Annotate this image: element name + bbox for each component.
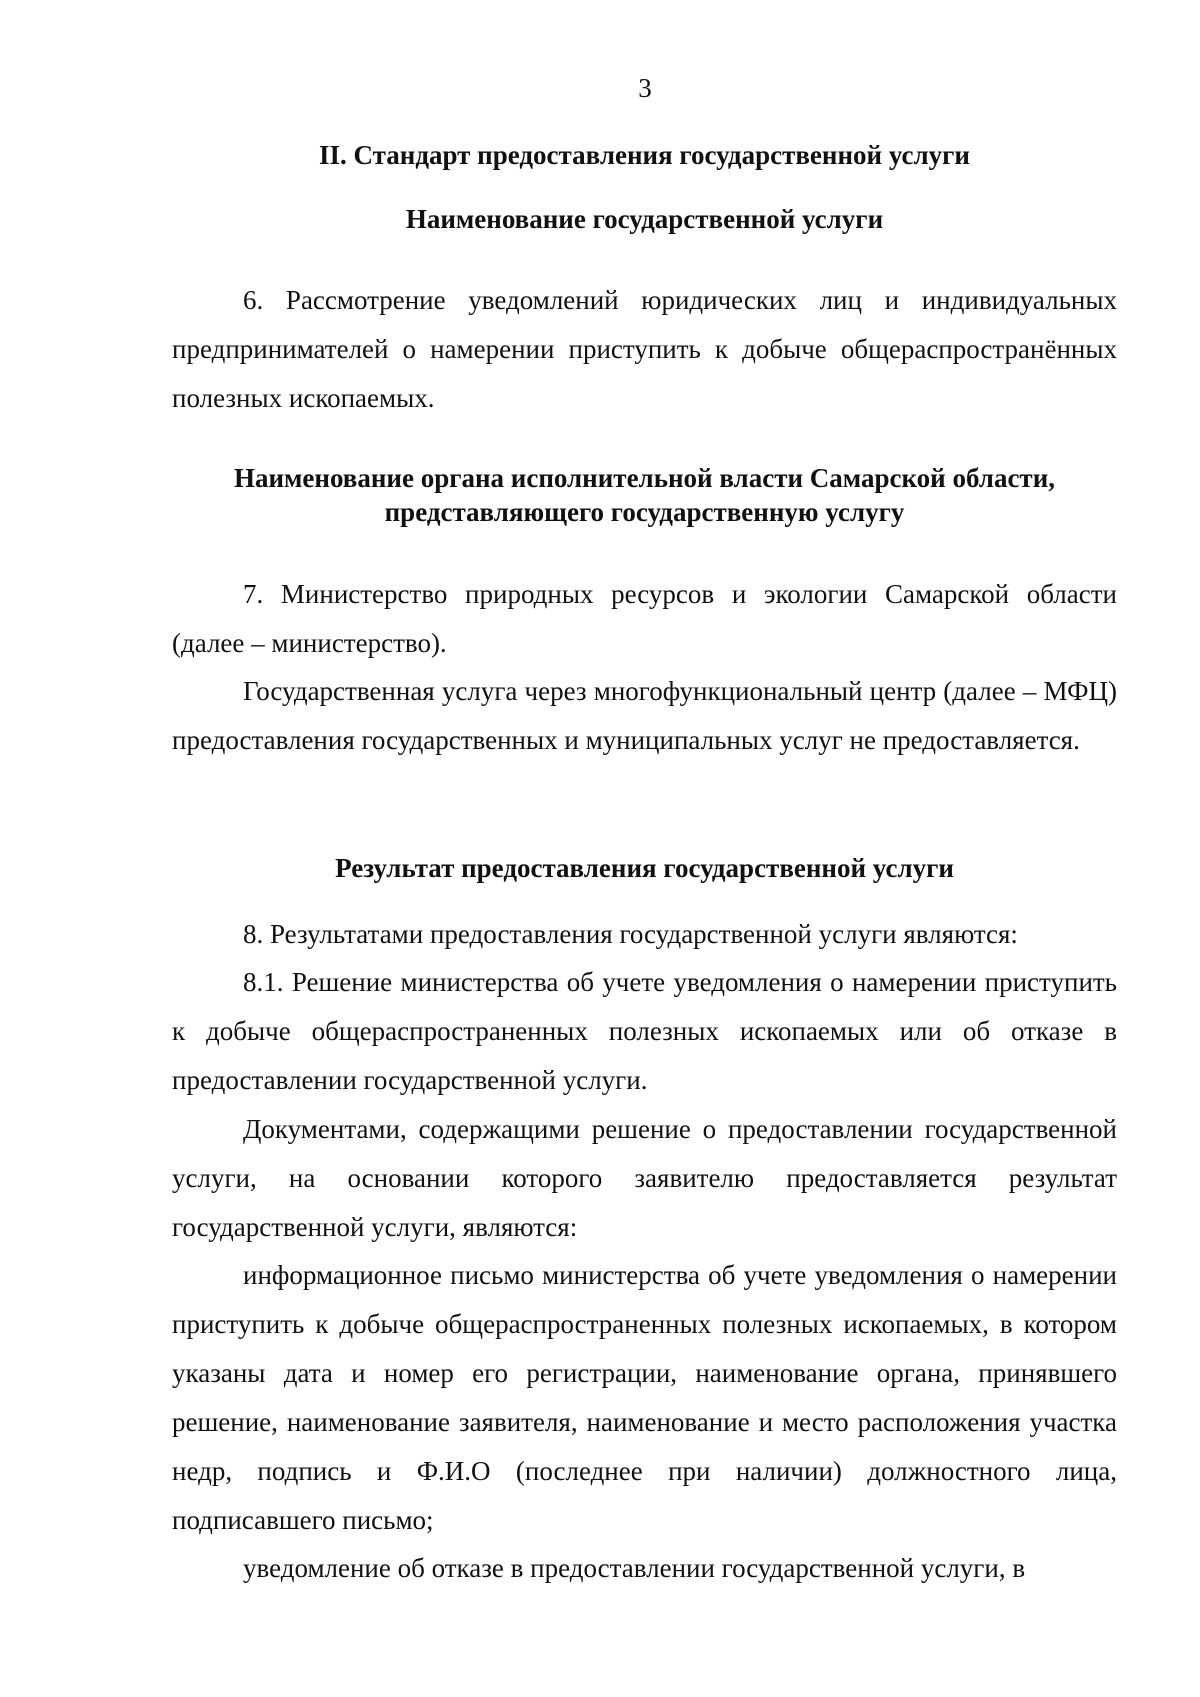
paragraph-8-1: 8.1. Решение министерства об учете уведомления о намерении приступить к добыче общераспространенных полезных ископаемых или об отказе в предоставлении государственной услуги. (172, 967, 1117, 1095)
section-title: II. Стандарт предоставления государственной услуги (319, 140, 970, 170)
heading-authority (172, 461, 1117, 529)
paragraph-8-letter: информационное письмо министерства об учете уведомления о намерении приступить к добыче общераспространенных полезных ископаемых, в котором указаны дата и номер его регистрации, наименование органа, принявшего решение, наименование заявителя, наименование и место расположения участка недр, подпись и Ф.И.О (последнее при наличии) должностного лица, подписавшего письмо; (172, 1260, 1117, 1535)
paragraph-6: 6. Рассмотрение уведомлений юридических лиц и индивидуальных предпринимателей о намерении приступить к добыче общераспространённых полезных ископаемых. (172, 285, 1117, 413)
paragraph-8-documents: Документами, содержащими решение о предоставлении государственной услуги, на основании которого заявителю предоставляется результат государственной услуги, являются: (172, 1114, 1117, 1242)
paragraph-8-refusal: уведомление об отказе в предоставлении государственной услуги, в (243, 1553, 1026, 1583)
heading-result: Результат предоставления государственной услуги (335, 853, 954, 883)
heading-authority-line1: Наименование органа исполнительной власти Самарской области, (233, 463, 1056, 493)
heading-authority-line2: представляющего государственную услугу (384, 497, 905, 527)
paragraph-7-mfc: Государственная услуга через многофункциональный центр (далее – МФЦ) предоставления государственных и муниципальных услуг не предоставляется. (172, 676, 1117, 755)
paragraph-8: 8. Результатами предоставления государственной услуги являются: (243, 919, 1018, 949)
paragraph-7: 7. Министерство природных ресурсов и экологии Самарской области (далее – министерство). (172, 579, 1117, 658)
heading-service-name: Наименование государственной услуги (405, 204, 884, 234)
page-number: 3 (638, 73, 652, 103)
